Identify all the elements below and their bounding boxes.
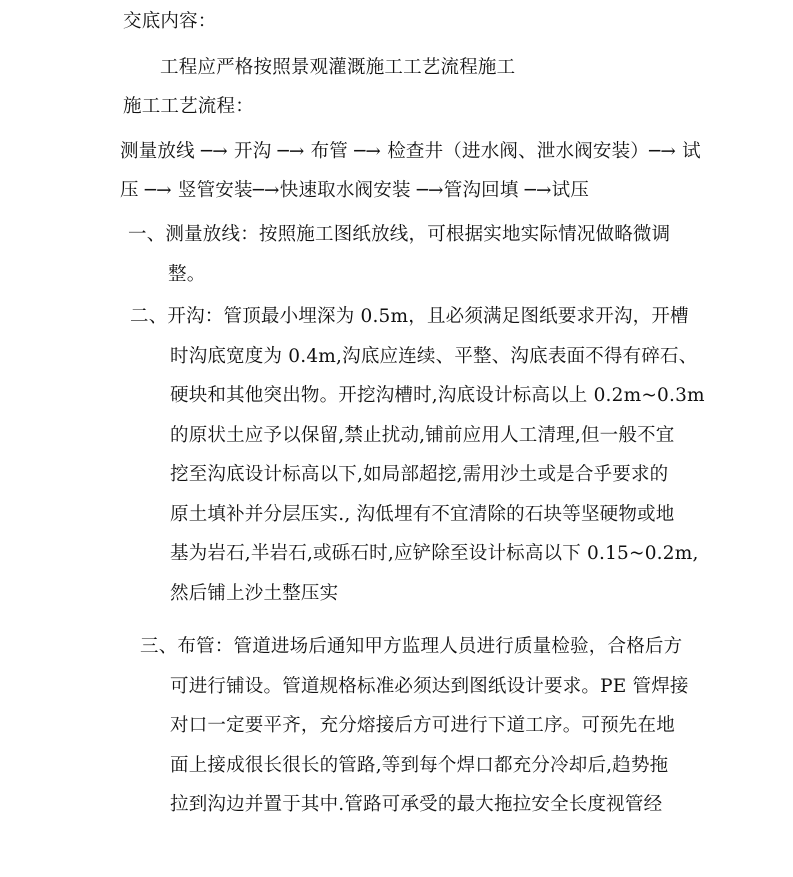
heading-process: 施工工艺流程： [123,96,254,117]
section-line: 二、开沟：管顶最小埋深为 0.5m，且必须满足图纸要求开沟，开槽 [130,306,689,327]
section-line: 拉到沟边并置于其中.管路可承受的最大拖拉安全长度视管经 [170,794,663,815]
section-survey [128,223,670,302]
section-line: 整。 [168,263,206,285]
section-pipe-laying [140,635,689,833]
section-trench [130,305,705,621]
section-line: 的原状土应予以保留,禁止扰动,铺前应用人工清理,但一般不宜 [170,424,675,446]
section-line: 时沟底宽度为 0.4m,沟底应连续、平整、沟底表面不得有碎石、 [170,345,698,367]
section-line: 然后铺上沙土整压实 [170,582,339,604]
section-line: 原土填补并分层压实., 沟低埋有不宜清除的石块等坚硬物或地 [170,503,675,525]
section-line: 可进行铺设。管道规格标准必须达到图纸设计要求。PE 管焊接 [170,675,689,697]
section-line: 基为岩石,半岩石,或砾石时,应铲除至设计标高以下 0.15~0.2m, [170,543,699,564]
section-line: 面上接成很长很长的管路,等到每个焊口都充分冷却后,趋势拖 [170,754,669,776]
intro-text: 工程应严格按照景观灌溉施工工艺流程施工 [160,57,516,78]
section-line: 挖至沟底设计标高以下,如局部超挖,需用沙土或是合乎要求的 [170,464,669,485]
heading-content: 交底内容： [123,11,217,32]
section-line: 对口一定要平齐，充分熔接后方可进行下道工序。可预先在地 [170,715,675,736]
section-line: 三、布管：管道进场后通知甲方监理人员进行质量检验，合格后方 [140,636,683,657]
flow-line-2: 压 ─→ 竖管安装─→快速取水阀安装 ─→管沟回填 ─→试压 [120,180,590,201]
flow-line-1: 测量放线 ─→ 开沟 ─→ 布管 ─→ 检查井（进水阀、泄水阀安装）─→ 试 [120,141,701,162]
section-line: 硬块和其他突出物。开挖沟槽时,沟底设计标高以上 0.2m~0.3m [170,385,705,406]
section-line: 一、测量放线：按照施工图纸放线，可根据实地实际情况做略微调 [128,224,671,245]
